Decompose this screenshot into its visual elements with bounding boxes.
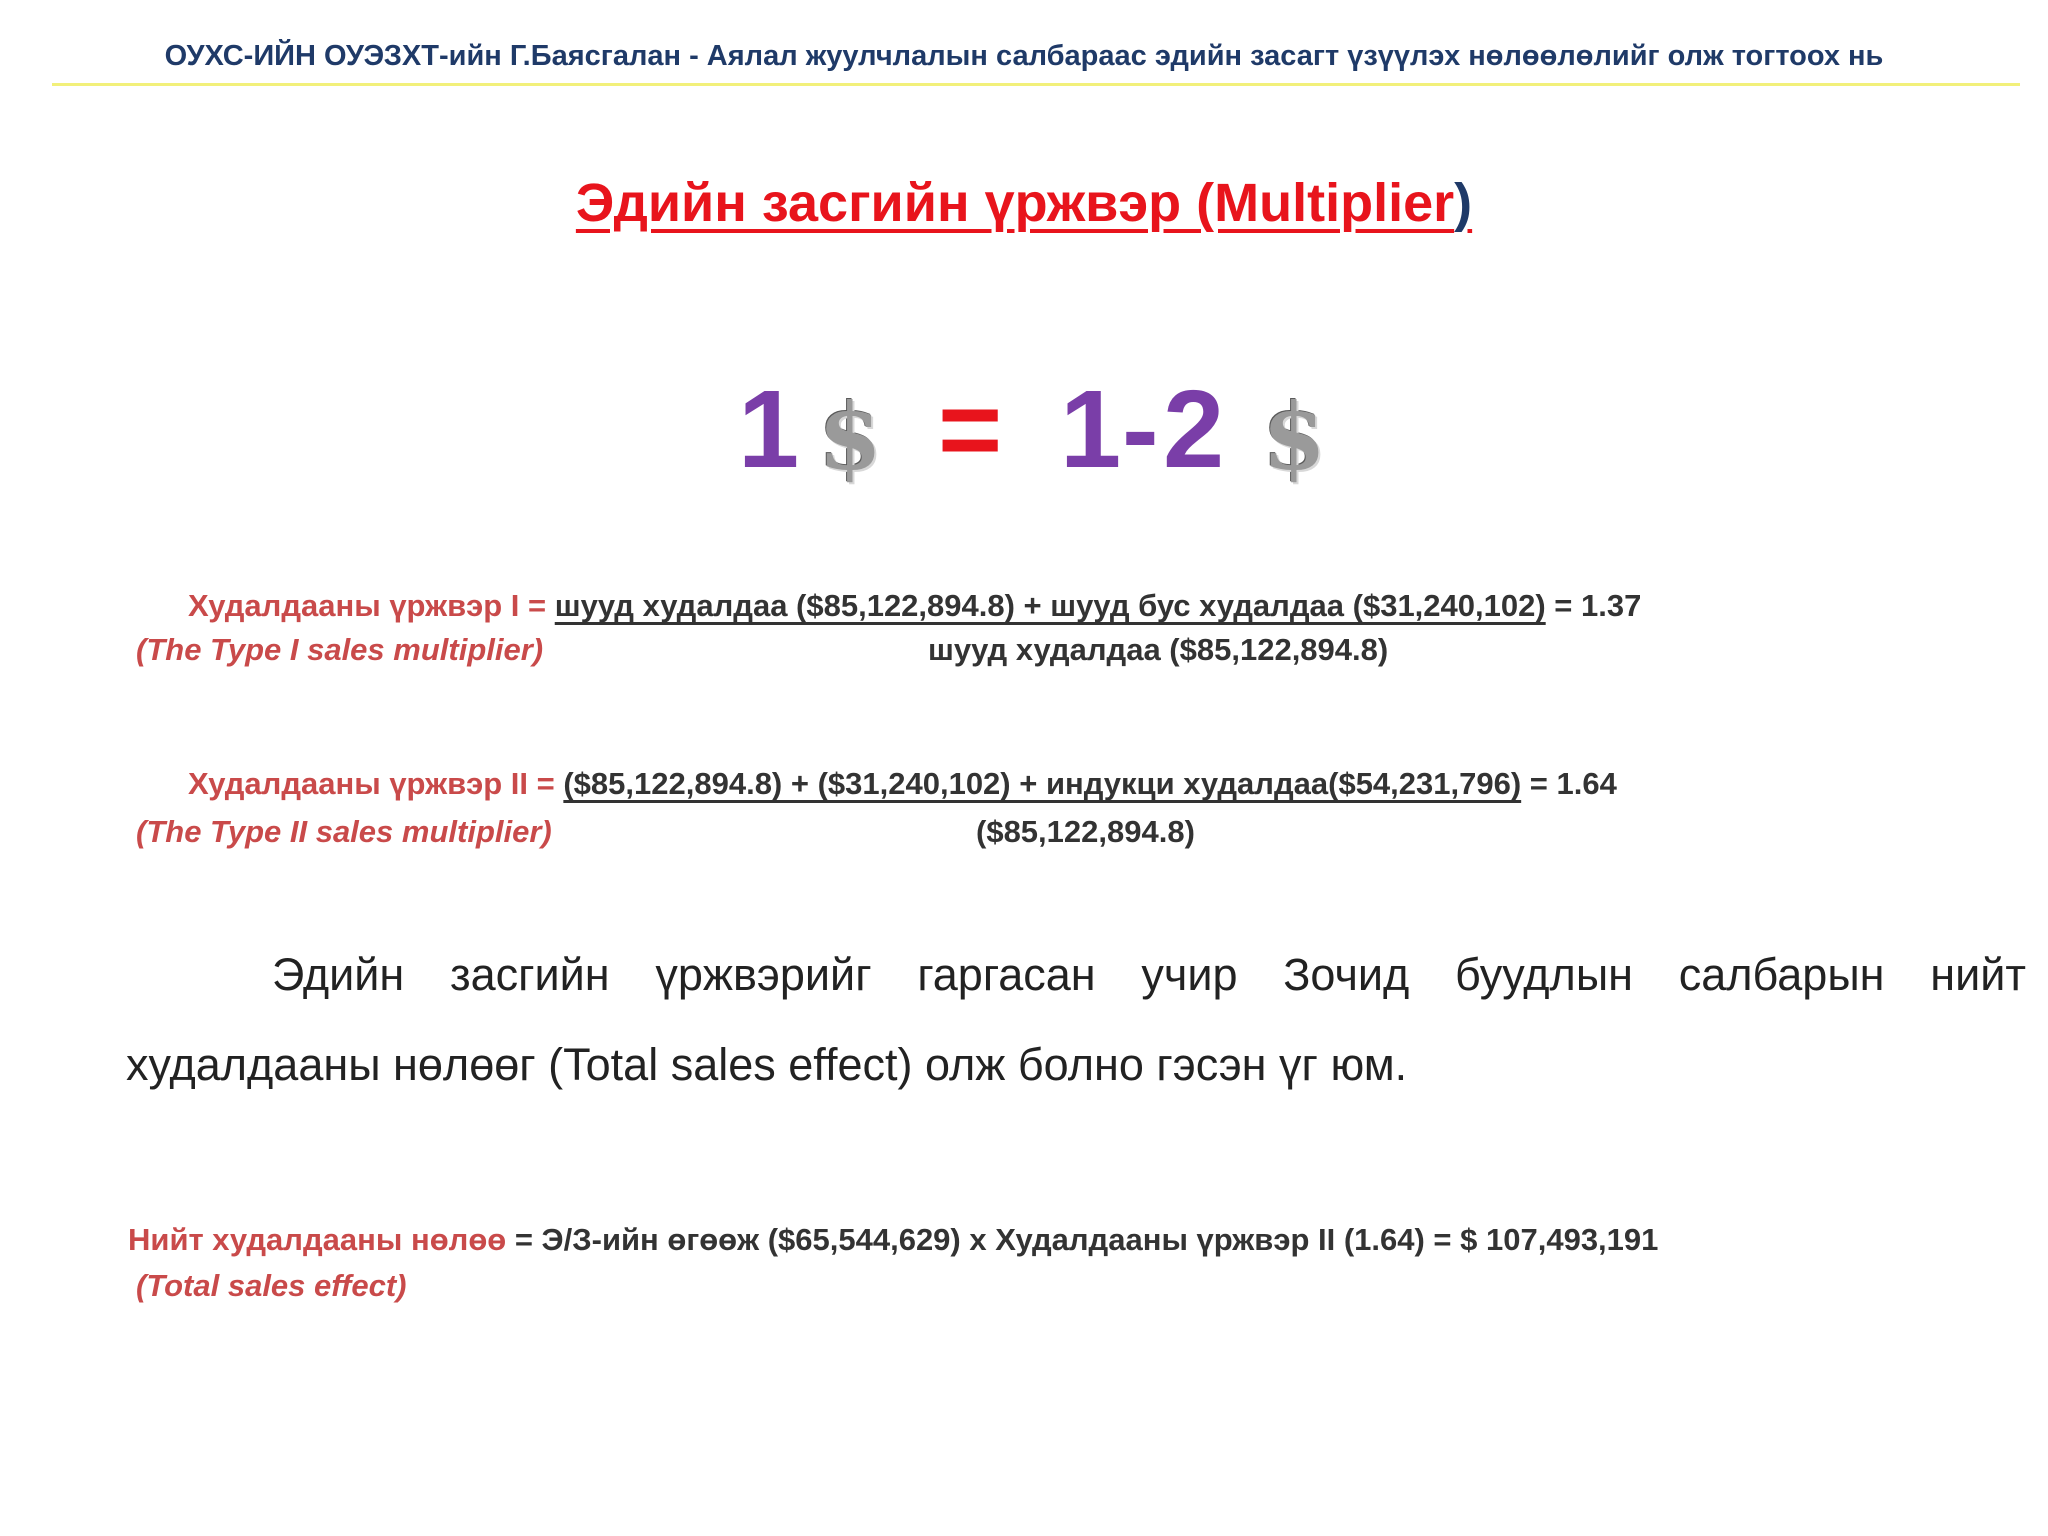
equation-right-number-b: 2 xyxy=(1163,368,1225,491)
equation-left-number: 1 xyxy=(738,368,800,491)
slide-title-text: Эдийн засгийн үржвэр (Multiplier xyxy=(575,173,1455,233)
formula-total-label: Нийт худалдааны нөлөө xyxy=(128,1222,507,1257)
dollar-sign-icon: $ xyxy=(1262,383,1327,491)
formula-total-expression: = Э/З-ийн өгөөж ($65,544,629) х Худалдааны үржвэр II (1.64) = $ 107,493,191 xyxy=(506,1222,1659,1257)
formula-type1-subtitle: (The Type I sales multiplier) xyxy=(136,632,544,667)
formula-type2-label: Худалдааны үржвэр II = xyxy=(188,766,564,801)
formula-total-sales xyxy=(128,1222,1658,1258)
paragraph-line-1: Эдийн засгийн үржвэрийг гаргасан учир Зочид буудлын салбарын нийт xyxy=(272,949,2026,1000)
paragraph-line-2: худалдааны нөлөөг (Total sales effect) олж болно гэсэн үг юм. xyxy=(126,1039,1408,1090)
formula-type1-denominator: шууд худалдаа ($85,122,894.8) xyxy=(928,632,1389,667)
formula-type1-result: = 1.37 xyxy=(1545,588,1642,623)
formula-type1-label: Худалдааны үржвэр I = xyxy=(188,588,555,623)
formula-type1 xyxy=(188,588,1641,624)
formula-total-subtitle: (Total sales effect) xyxy=(136,1268,407,1303)
formula-type2-denominator: ($85,122,894.8) xyxy=(976,814,1195,849)
slide-title-paren: ) xyxy=(1454,173,1473,233)
slide-title xyxy=(0,172,2048,234)
equation-right-number-a: 1 xyxy=(1060,368,1122,491)
formula-type1-numerator: шууд худалдаа ($85,122,894.8) + шууд бус худалдаа ($31,240,102) xyxy=(554,588,1546,623)
slide-header-title: ОУХС-ИЙН ОУЭЗХТ-ийн Г.Баясгалан - Аялал жуулчлалын салбараас эдийн засагт үзүүлэх нөлөөлөлийг олж тогтоох нь xyxy=(164,40,1884,72)
formula-type2-result: = 1.64 xyxy=(1521,766,1617,801)
header-divider xyxy=(52,83,2020,86)
equation-dash: - xyxy=(1122,368,1159,491)
formula-type2-subtitle: (The Type II sales multiplier) xyxy=(136,814,552,849)
formula-type2 xyxy=(188,766,1617,802)
formula-type2-numerator: ($85,122,894.8) + ($31,240,102) + индукци худалдаа($54,231,796) xyxy=(563,766,1522,801)
equation-equals: = xyxy=(938,368,1003,491)
dollar-sign-icon: $ xyxy=(818,383,883,491)
